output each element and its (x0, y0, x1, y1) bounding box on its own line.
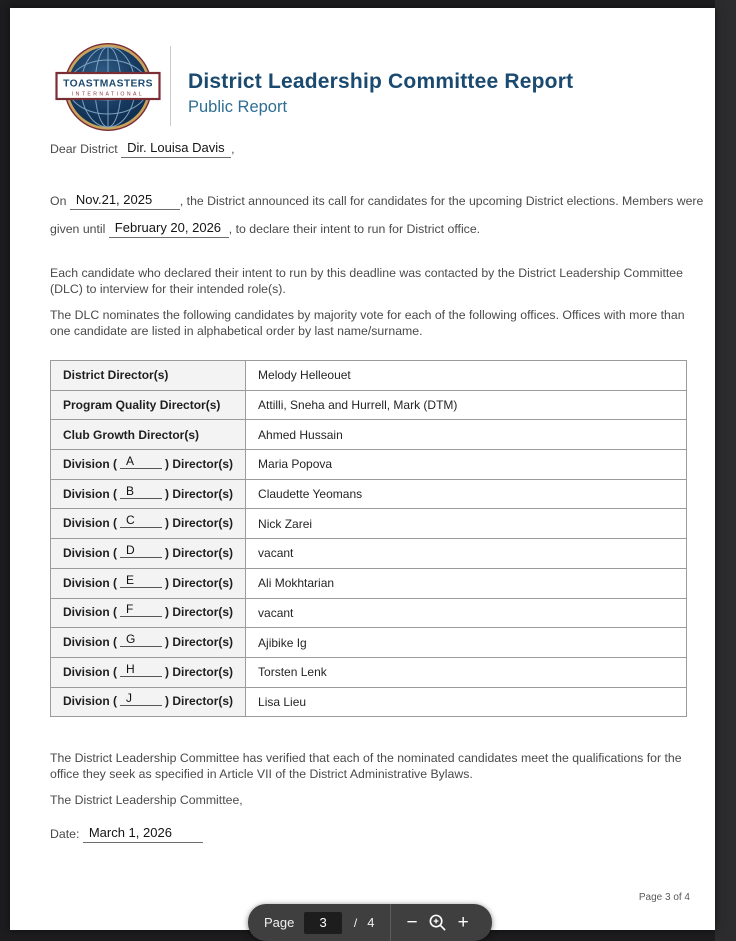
table-row (51, 450, 687, 480)
office-label-cell: Club Growth Director(s) (51, 420, 246, 450)
salutation-comma: , (231, 142, 235, 156)
division-label-suffix: ) Director(s) (165, 545, 234, 560)
nominee-cell: Melody Helleouet (246, 361, 687, 391)
division-letter-field[interactable]: F (120, 603, 162, 617)
toastmasters-logo-icon (55, 40, 161, 134)
table-row (51, 479, 687, 509)
intro-on-label: On (50, 194, 67, 208)
division-label-prefix: Division ( (63, 486, 118, 501)
table-row (51, 657, 687, 687)
deadline-date-field[interactable]: February 20, 2026 (109, 221, 229, 238)
table-row (51, 539, 687, 569)
division-label-suffix: ) Director(s) (165, 694, 234, 709)
office-label-cell (51, 598, 246, 628)
closing-section (50, 750, 702, 844)
nominee-cell: Nick Zarei (246, 509, 687, 539)
division-label-suffix: ) Director(s) (165, 486, 234, 501)
report-title: District Leadership Committee Report (188, 70, 574, 93)
table-row (51, 687, 687, 717)
toolbar-page-label: Page (264, 915, 295, 930)
nominee-cell: Ali Mokhtarian (246, 568, 687, 598)
division-letter-field[interactable]: D (120, 544, 162, 558)
office-label-cell (51, 628, 246, 658)
table-row (51, 390, 687, 420)
office-label-cell (51, 479, 246, 509)
paragraph-nominations: The DLC nominates the following candidates by majority vote for each of the following offices. Offices with more than one candidate are listed in alphabetical order by last name/surname. (50, 307, 685, 339)
division-letter-field[interactable]: C (120, 514, 162, 528)
report-subtitle: Public Report (188, 98, 288, 116)
pdf-toolbar (248, 904, 492, 941)
table-row (51, 568, 687, 598)
division-label-prefix: Division ( (63, 635, 118, 650)
announcement-date-field[interactable]: Nov.21, 2025 (70, 193, 180, 210)
office-label-cell (51, 539, 246, 569)
intro-given-until-label: given until (50, 222, 106, 236)
office-label-cell (51, 657, 246, 687)
office-label-cell (51, 687, 246, 717)
date-label: Date: (50, 827, 80, 842)
division-letter-field[interactable]: H (120, 663, 162, 677)
report-date-field[interactable]: March 1, 2026 (83, 826, 203, 843)
body-paragraphs (50, 265, 702, 348)
division-letter-field[interactable]: B (120, 485, 162, 499)
office-label-cell: Program Quality Director(s) (51, 390, 246, 420)
nominee-cell: Ahmed Hussain (246, 420, 687, 450)
table-row (51, 628, 687, 658)
zoom-out-button[interactable]: − (406, 912, 418, 933)
intro-line-2 (50, 222, 480, 239)
division-label-prefix: Division ( (63, 575, 118, 590)
paragraph-deadline: Each candidate who declared their intent to run by this deadline was contacted by the District Leadership Committee (DLC) to interview for their intended role(s). (50, 266, 683, 297)
office-label-cell (51, 450, 246, 480)
table-row (51, 598, 687, 628)
nominee-cell: Maria Popova (246, 450, 687, 480)
table-row (51, 361, 687, 391)
division-label-prefix: Division ( (63, 664, 118, 679)
logo-text-international: INTERNATIONAL (71, 91, 145, 98)
division-label-suffix: ) Director(s) (165, 664, 234, 679)
logo-text-toastmasters: TOASTMASTERS (63, 78, 153, 90)
header-divider (170, 46, 171, 126)
nominations-table (50, 360, 687, 717)
division-label-prefix: Division ( (63, 694, 118, 709)
office-label-cell: District Director(s) (51, 361, 246, 391)
division-label-suffix: ) Director(s) (165, 516, 234, 531)
division-label-suffix: ) Director(s) (165, 575, 234, 590)
nominee-cell: Attilli, Sneha and Hurrell, Mark (DTM) (246, 390, 687, 420)
salutation-prefix: Dear District (50, 142, 118, 156)
division-letter-field[interactable]: A (120, 455, 162, 469)
page-indicator: Page 3 of 4 (638, 892, 690, 903)
date-line (50, 827, 702, 844)
division-label-prefix: Division ( (63, 545, 118, 560)
intro-after-date2: , to declare their intent to run for District office. (228, 222, 481, 236)
nominations-table-body (51, 361, 687, 717)
nominee-cell: Torsten Lenk (246, 657, 687, 687)
magnifier-plus-icon (428, 913, 447, 932)
total-pages: 4 (367, 915, 375, 930)
verification-paragraph: The District Leadership Committee has verified that each of the nominated candidates meet the qualifications for the office they seek as specified in Article VII of the District Administrative Bylaws. (50, 751, 682, 782)
intro-after-date1: , the District announced its call for candidates for the upcoming District elections. Members were (179, 194, 704, 208)
division-label-suffix: ) Director(s) (165, 605, 234, 620)
intro-line-1 (50, 194, 703, 211)
table-row (51, 420, 687, 450)
division-label-prefix: Division ( (63, 456, 118, 471)
division-letter-field[interactable]: E (120, 574, 162, 588)
pdf-page (10, 8, 715, 933)
office-label-cell (51, 568, 246, 598)
nominee-cell: Ajibike Ig (246, 628, 687, 658)
nominee-cell: vacant (246, 539, 687, 569)
viewer-background-strip (715, 0, 736, 941)
current-page-input[interactable]: 3 (304, 912, 342, 934)
nominee-cell: Claudette Yeomans (246, 479, 687, 509)
page-separator: / (353, 915, 358, 930)
salutation-line (50, 142, 234, 159)
table-row (51, 509, 687, 539)
nominee-cell: Lisa Lieu (246, 687, 687, 717)
nominee-cell: vacant (246, 598, 687, 628)
committee-signoff: The District Leadership Committee, (50, 792, 243, 807)
division-letter-field[interactable]: J (120, 692, 162, 706)
division-letter-field[interactable]: G (120, 633, 162, 647)
zoom-in-button[interactable]: + (457, 912, 469, 933)
division-label-prefix: Division ( (63, 605, 118, 620)
district-director-name-field[interactable]: Dir. Louisa Davis (121, 141, 231, 158)
division-label-prefix: Division ( (63, 516, 118, 531)
toolbar-divider (390, 904, 391, 941)
office-label-cell (51, 509, 246, 539)
division-label-suffix: ) Director(s) (165, 635, 234, 650)
division-label-suffix: ) Director(s) (165, 456, 234, 471)
zoom-reset-button[interactable] (425, 913, 451, 932)
